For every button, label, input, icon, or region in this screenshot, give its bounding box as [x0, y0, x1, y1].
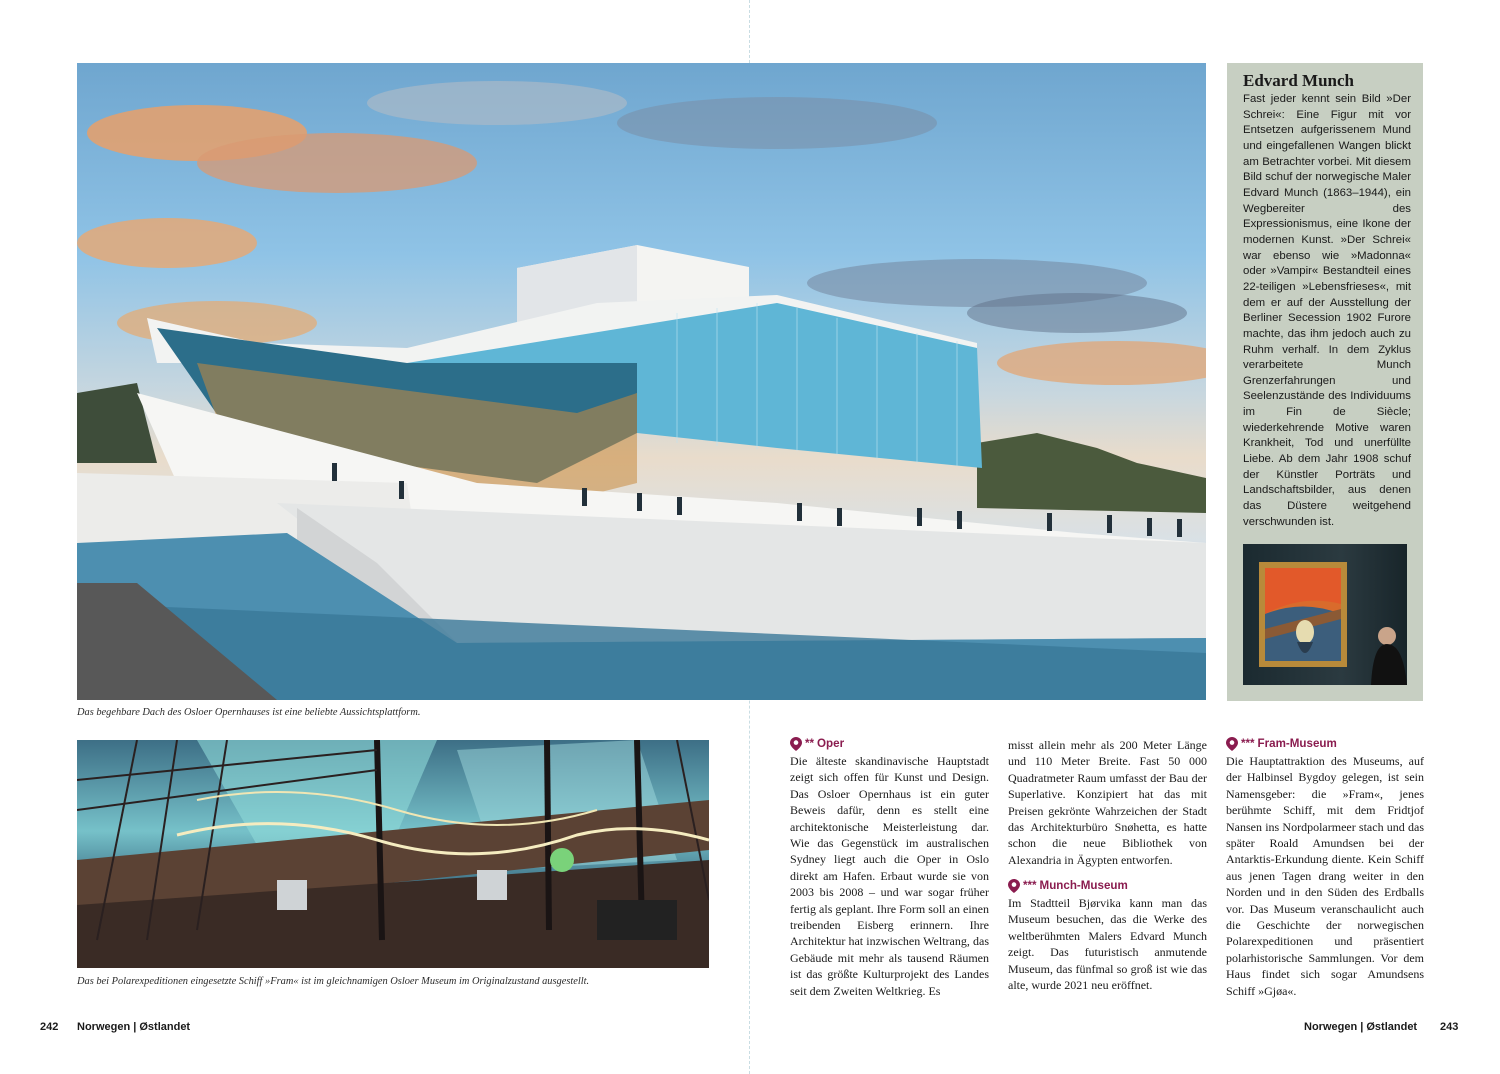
oper-text-col1: Die älteste skandinavische Hauptstadt zeigt sich offen für Kunst und Design. Das Osloer Opernhaus ist ein guter Beweis dafür, denn es stellt eine architektonische Meisterleistung dar. Wie das Gegenstück im australischen Sydney liegt auch die Oper in Oslo direkt am Hafen. Erbaut wurde sie von 2003 bis 2008 – und war sogar früher fertig als geplant. Ihre Form soll an einen treibenden Eisberg erinnern. Ihre Architektur hat inzwischen Weltrang, das Gebäude mit mehr als tausend Räumen ist das größte Kulturprojekt des Landes seit dem Zweiten Weltkrieg. Es: [790, 754, 989, 998]
right-page-number: 243: [1440, 1021, 1459, 1033]
munch-rating-stars: ***: [1023, 879, 1037, 892]
fram-ship-photo: [77, 740, 709, 968]
oper-text-col2: misst allein mehr als 200 Meter Länge und 110 Meter Breite. Fast 50 000 Quadratmeter Raum umfasst der Bau der Superlative. Konzipiert hat das mit Preisen gekrönte Wahrzeichen der Stadt das Architekturbüro Snøhetta, es hatte schon die neue Bibliothek von Alexandria in Ägypten entworfen.: [1008, 738, 1207, 867]
section-munch-museum: [1008, 878, 1207, 993]
sidebar-title: Edvard Munch: [1243, 71, 1354, 90]
the-scream-photo: [1243, 544, 1407, 685]
munch-heading: [1008, 878, 1207, 893]
oper-title: Oper: [817, 737, 845, 750]
map-pin-icon: [790, 737, 802, 751]
oper-rating-stars: **: [805, 737, 815, 750]
munch-title: Munch-Museum: [1039, 879, 1128, 892]
fram-rating-stars: ***: [1241, 737, 1255, 750]
map-pin-icon: [1008, 879, 1020, 893]
map-pin-icon: [1226, 737, 1238, 751]
munch-text: Im Stadtteil Bjørvika kann man das Museum besuchen, das die Werke des weltberühmten Malers Edvard Munch zeigt. Das futuristisch anmutende Museum, das fünfmal so groß ist wie das alte, wurde 2021 neu eröffnet.: [1008, 896, 1207, 993]
fram-heading: [1226, 736, 1424, 751]
right-running-head: Norwegen | Østlandet: [1304, 1021, 1418, 1033]
oper-heading: [790, 736, 989, 751]
fram-ship-illustration: [77, 740, 709, 968]
section-fram-museum: [1226, 736, 1424, 999]
section-oper-continued: [1008, 736, 1207, 868]
opera-house-illustration: [77, 63, 1206, 700]
fram-photo-caption: Das bei Polarexpeditionen eingesetzte Schiff »Fram« ist im gleichnamigen Osloer Museum im Originalzustand ausgestellt.: [77, 976, 590, 987]
section-oper: [790, 736, 989, 999]
the-scream-illustration: [1243, 544, 1407, 685]
fram-text: Die Hauptattraktion des Museums, auf der Halbinsel Bygdoy gelegen, ist sein Namensgeber: die »Fram«, jenes berühmte Schiff, mit dem Fridtjof Nansen ins Nordpolarmeer stach und das später Roald Amundsen bei der Antarktis-Erkundung diente. Kein Schiff aus jenen Tagen drang weiter in den Norden und in den Süden des Erdballs vor. Das Museum veranschaulicht auch die Geschichte der norwegischen Polarexpeditionen und präsentiert polarhistorische Sammlungen. Vor dem Haus findet sich sogar Amundsens Schiff »Gjøa«.: [1226, 754, 1424, 998]
munch-sidebar: [1227, 63, 1423, 701]
fram-title: Fram-Museum: [1257, 737, 1337, 750]
left-running-head: Norwegen | Østlandet: [77, 1021, 191, 1033]
left-page-number: 242: [40, 1021, 59, 1033]
sidebar-body: Fast jeder kennt sein Bild »Der Schrei«: Eine Figur mit vor Entsetzen aufgerissenem Mund und eingefallenen Wangen blickt am Betrachter vorbei. Mit diesem Bild schuf der norwegische Maler Edvard Munch (1863–1944), ein Wegbereiter des Expressionismus, eine Ikone der modernen Kunst. »Der Schrei« war ebenso wie »Madonna« oder »Vampir« Bestandteil eines 22-teiligen »Lebensfrieses«, mit dem er auf der Ausstellung der Berliner Secession 1902 Furore machte, das ihm jedoch auch zu Ruhm verhalf. In dem Zyklus verarbeitete Munch Grenzerfahrungen und Seelenzustände des Individuums im Fin de Siècle; wiederkehrende Motive waren Krankheit, Tod und unerfüllte Liebe. Ab dem Jahr 1908 schuf der Künstler Porträts und Landschaftsbilder, aus denen das Düstere weitgehend verschwunden ist.: [1243, 93, 1411, 528]
opera-house-photo: [77, 63, 1206, 700]
opera-photo-caption: Das begehbare Dach des Osloer Opernhauses ist eine beliebte Aussichtsplattform.: [77, 707, 421, 718]
